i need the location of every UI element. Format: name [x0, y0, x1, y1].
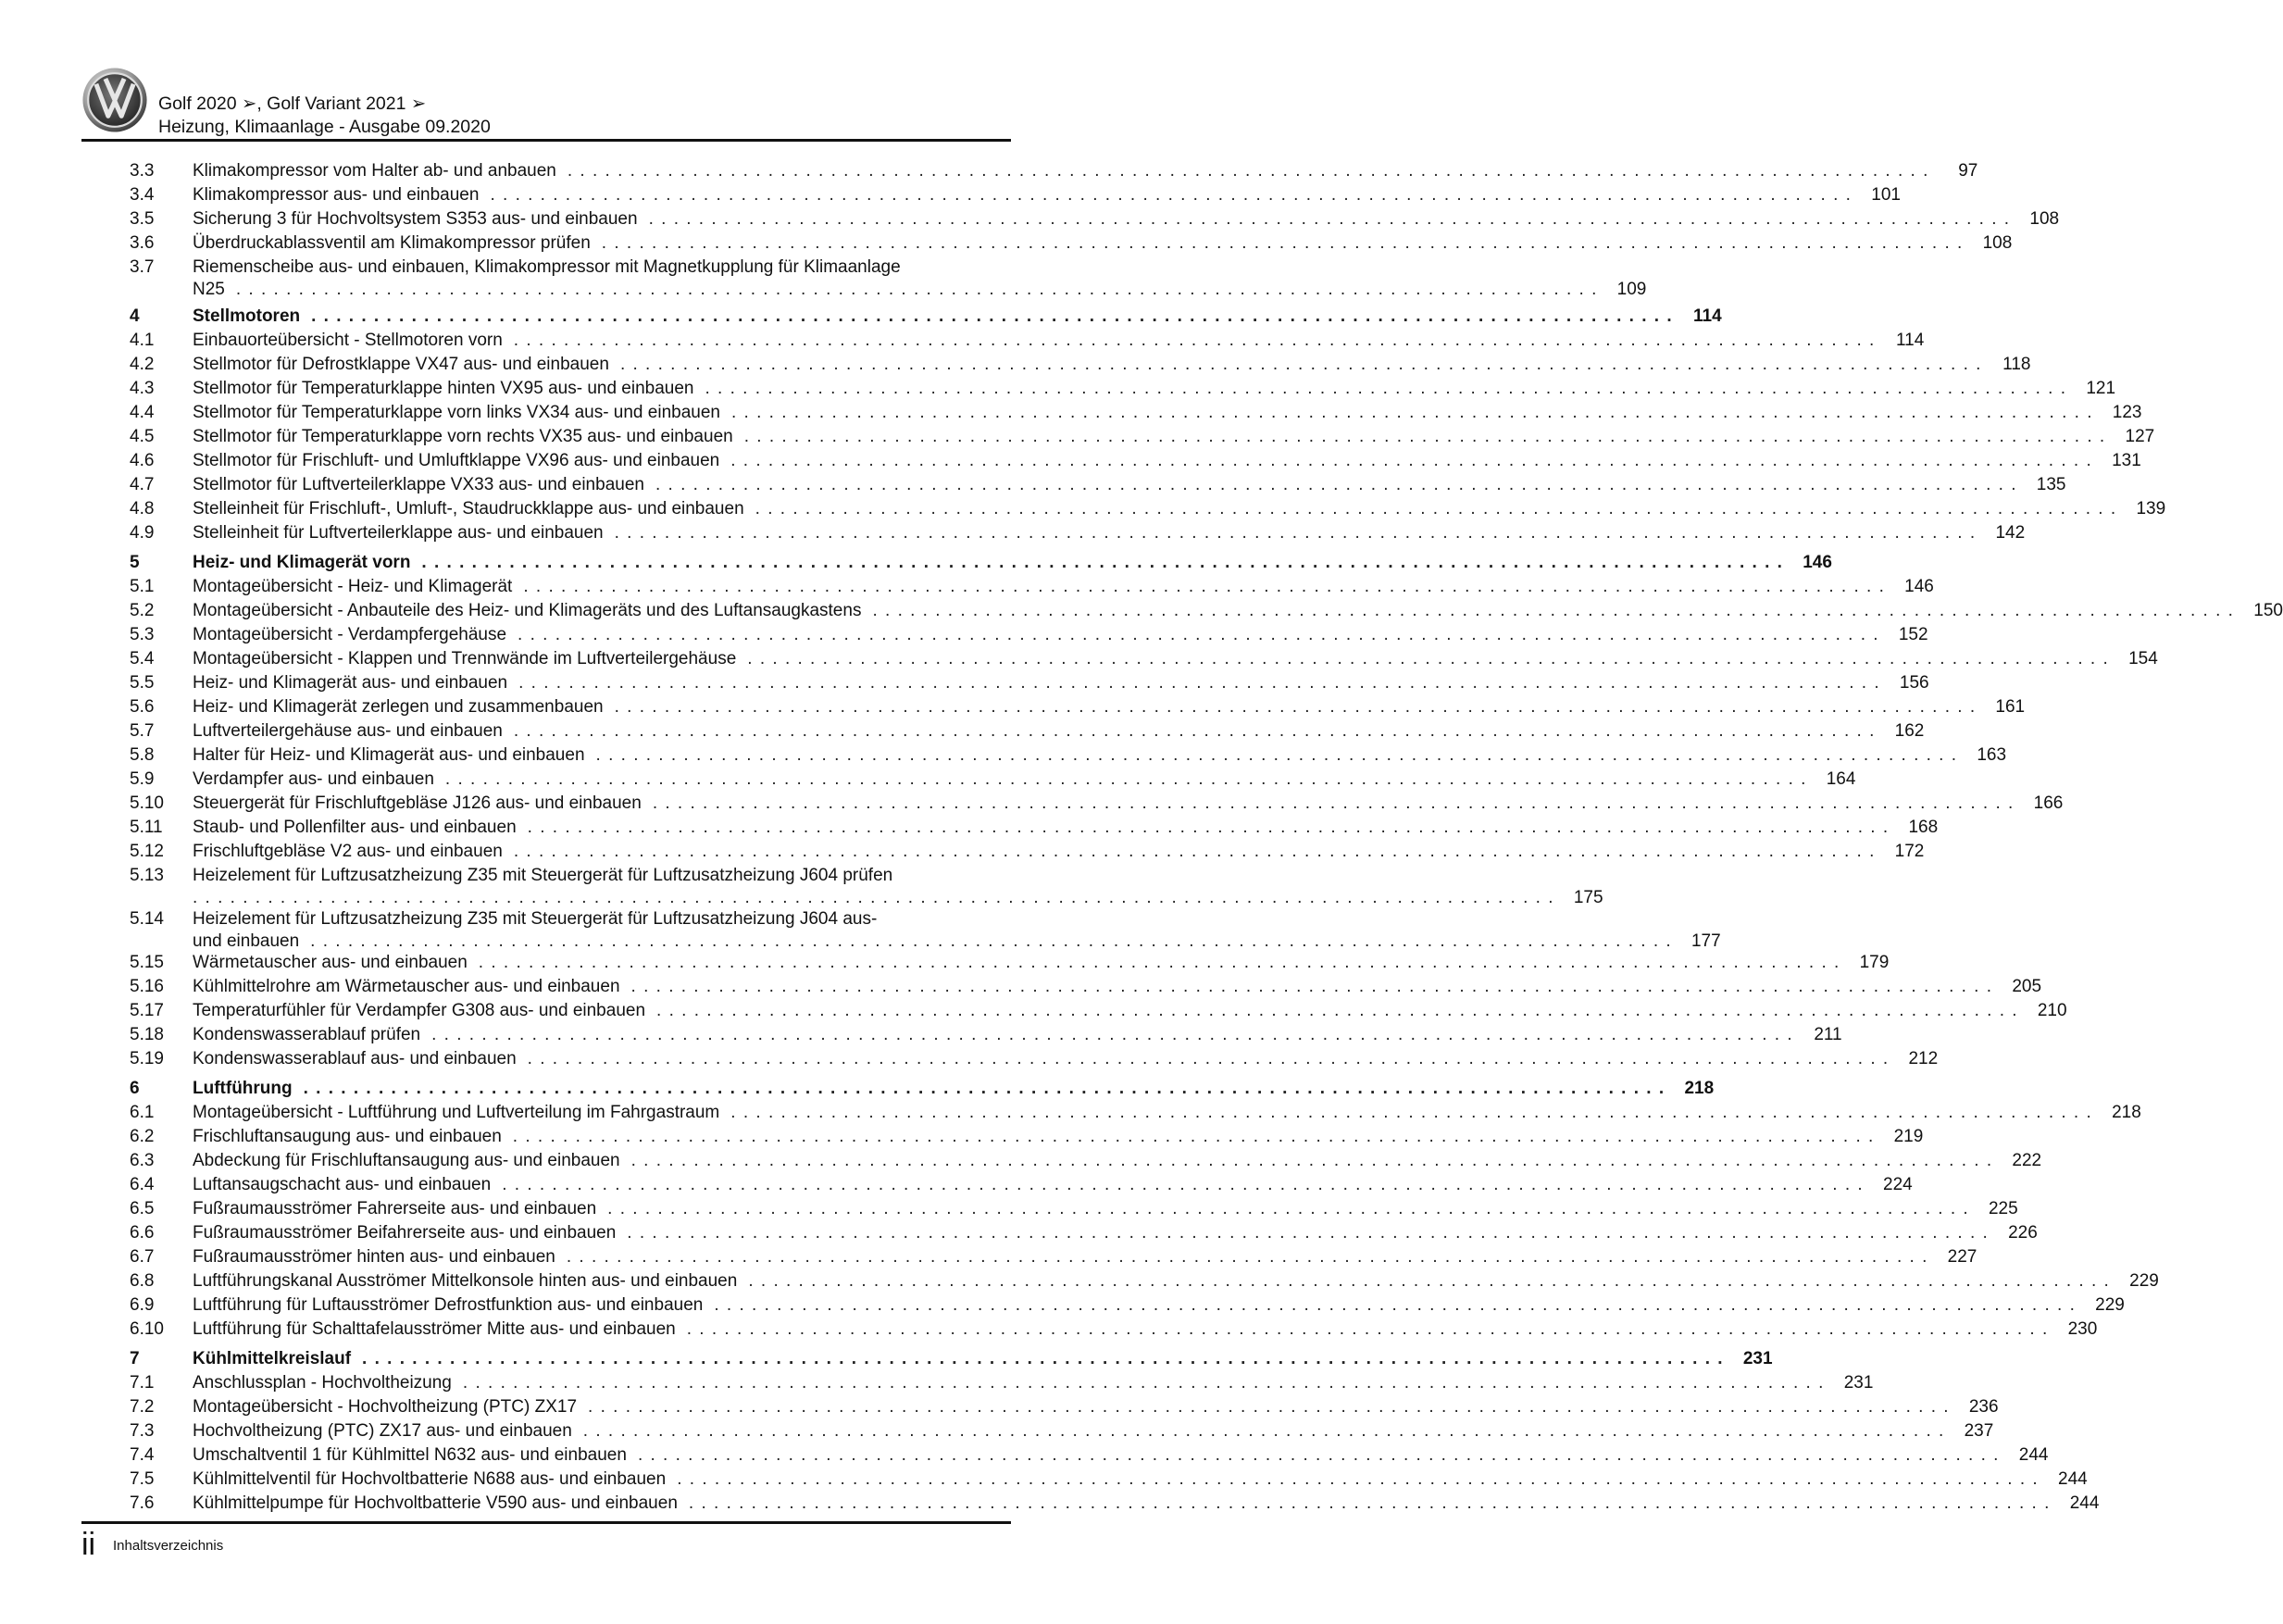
toc-entry-number: 5.16 [130, 977, 164, 996]
toc-entry[interactable] [130, 449, 2141, 473]
dot-leader [689, 1492, 2050, 1516]
toc-entry-number: 5.7 [130, 721, 155, 741]
toc-entry-page: 211 [1814, 1025, 1842, 1044]
toc-entry[interactable] [130, 671, 1929, 695]
dot-leader [615, 521, 1976, 545]
toc-entry-title: Stellmotor für Temperaturklappe vorn links VX34 aus- und einbauen [193, 403, 720, 422]
toc-entry-page: 179 [1859, 953, 1890, 972]
toc-entry-number: 5.10 [130, 793, 164, 813]
dot-leader [568, 159, 1928, 183]
toc-entry-number: 4.1 [130, 331, 155, 350]
toc-entry-number: 3.5 [130, 209, 155, 229]
dot-leader [638, 1443, 1999, 1468]
dot-leader [602, 231, 1963, 256]
toc-entry[interactable] [130, 1245, 1977, 1269]
toc-entry-number: 5.18 [130, 1025, 164, 1044]
toc-entry-number: 5.9 [130, 769, 155, 789]
toc-entry-number: 5.5 [130, 673, 155, 693]
toc-entry-page: 118 [2002, 355, 2031, 374]
toc-entry-title: Fußraumausströmer hinten aus- und einbauen [193, 1247, 555, 1267]
dot-leader [730, 1101, 2091, 1125]
toc-entry-page: 244 [2069, 1493, 2100, 1513]
toc-entry-page: 218 [2112, 1103, 2141, 1122]
toc-entry-page: 205 [2012, 977, 2042, 996]
toc-entry-number: 5.15 [130, 953, 164, 972]
toc-entry-title: Riemenscheibe aus- und einbauen, Klimakompressor mit Magnetkupplung für Klimaanlage [193, 257, 901, 277]
toc-entry-number: 5.17 [130, 1001, 164, 1020]
toc-entry-title: Montageübersicht - Hochvoltheizung (PTC) ZX17 [193, 1397, 578, 1417]
dot-leader [755, 497, 2116, 521]
toc-entry-title: Luftverteilergehäuse aus- und einbauen [193, 721, 503, 741]
toc-entry-number: 6.5 [130, 1199, 155, 1218]
toc-entry-page: 161 [1995, 697, 2026, 717]
toc-entry[interactable] [130, 1149, 2042, 1173]
dot-leader [705, 377, 2066, 401]
toc-chapter-entry[interactable] [130, 1077, 1715, 1101]
toc-entry-page: 101 [1871, 185, 1901, 205]
dot-leader [431, 1023, 1792, 1047]
toc-entry[interactable] [130, 473, 2066, 497]
toc-entry[interactable] [130, 377, 2116, 401]
dot-leader [596, 743, 1957, 768]
toc-entry-page: 226 [2008, 1223, 2038, 1243]
header-manual-line: Heizung, Klimaanlage - Ausgabe 09.2020 [158, 117, 491, 137]
dot-leader [463, 1371, 1824, 1395]
dot-leader [362, 1347, 1723, 1371]
toc-entry-page: 131 [2112, 451, 2141, 470]
toc-entry-number: 5.11 [130, 818, 163, 837]
toc-entry-title: Luftansaugschacht aus- und einbauen [193, 1175, 492, 1194]
toc-entry-page: 172 [1894, 842, 1925, 861]
toc-entry[interactable] [130, 1173, 1913, 1197]
toc-entry-page: 163 [1977, 745, 2007, 765]
toc-entry-title: Montageübersicht - Heiz- und Klimagerät [193, 577, 513, 596]
toc-entry-title: Heizelement für Luftzusatzheizung Z35 mit Steuergerät für Luftzusatzheizung J604 aus- [193, 909, 878, 929]
toc-entry-page: 244 [2018, 1445, 2049, 1465]
toc-entry-number: 4.8 [130, 499, 155, 518]
dot-leader [514, 840, 1875, 864]
toc-entry-number: 7.5 [130, 1469, 155, 1489]
toc-entry[interactable] [130, 497, 2166, 521]
toc-entry[interactable] [130, 401, 2142, 425]
toc-entry-number: 5.1 [130, 577, 155, 596]
toc-entry[interactable] [130, 329, 1925, 353]
toc-entry-number: 4.6 [130, 451, 155, 470]
header-vehicle-line: Golf 2020 ➢, Golf Variant 2021 ➢ [158, 94, 427, 114]
toc-entry-title: Stellmotor für Luftverteilerklappe VX33 aus- und einbauen [193, 475, 644, 494]
toc-entry-title: Hochvoltheizung (PTC) ZX17 aus- und einbauen [193, 1421, 572, 1441]
toc-entry[interactable] [130, 521, 2026, 545]
toc-entry-page: 154 [2128, 649, 2158, 668]
toc-entry[interactable] [130, 256, 1647, 299]
toc-chapter-entry[interactable] [130, 1347, 1773, 1371]
toc-entry-title: Frischluftgebläse V2 aus- und einbauen [193, 842, 503, 861]
toc-entry-title: Kühlmittelventil für Hochvoltbatterie N688 aus- und einbauen [193, 1469, 667, 1489]
dot-leader [528, 1047, 1889, 1071]
toc-entry-title: Montageübersicht - Verdampfergehäuse [193, 625, 507, 644]
toc-entry-number: 5.6 [130, 697, 155, 717]
dot-leader [677, 1468, 2038, 1492]
toc-entry[interactable] [130, 207, 2060, 231]
toc-entry-number: 5.12 [130, 842, 164, 861]
toc-entry-title: Abdeckung für Frischluftansaugung aus- und einbauen [193, 1151, 620, 1170]
toc-entry-title: Stellmotor für Temperaturklappe hinten VX95 aus- und einbauen [193, 379, 694, 398]
toc-entry-title: Stellmotor für Defrostklappe VX47 aus- und einbauen [193, 355, 609, 374]
toc-entry-page: 142 [1995, 523, 2026, 543]
dot-leader [607, 1197, 1968, 1221]
dot-leader [714, 1293, 2075, 1318]
dot-leader [655, 473, 2016, 497]
toc-entry[interactable] [130, 575, 1934, 599]
dot-leader [730, 449, 2091, 473]
toc-entry-number: 6 [130, 1079, 140, 1098]
toc-entry-title: Montageübersicht - Luftführung und Luftverteilung im Fahrgastraum [193, 1103, 720, 1122]
toc-entry[interactable] [130, 816, 1939, 840]
dot-leader [748, 1269, 2109, 1293]
toc-entry-page: 108 [1982, 233, 2013, 253]
toc-entry-number: 7.3 [130, 1421, 155, 1441]
dot-leader [687, 1318, 2048, 1342]
dot-leader [528, 816, 1889, 840]
toc-entry-number: 4.4 [130, 403, 155, 422]
dot-leader [514, 719, 1875, 743]
toc-entry-page: 123 [2112, 403, 2142, 422]
toc-entry-number: 6.9 [130, 1295, 155, 1315]
toc-entry[interactable] [130, 1468, 2088, 1492]
toc-entry-number: 7.6 [130, 1493, 155, 1513]
dot-leader [310, 931, 1671, 951]
toc-entry-page: 230 [2067, 1319, 2098, 1339]
toc-chapter-entry[interactable] [130, 551, 1832, 575]
toc-chapter-entry[interactable] [130, 305, 1722, 329]
toc-entry-number: 5.13 [130, 866, 164, 885]
toc-entry-title: Fußraumausströmer Fahrerseite aus- und einbauen [193, 1199, 597, 1218]
toc-entry-page: 231 [1742, 1349, 1773, 1368]
dot-leader [502, 1173, 1863, 1197]
toc-entry-title: Kondenswasserablauf prüfen [193, 1025, 421, 1044]
toc-entry-page: 139 [2136, 499, 2166, 518]
dot-leader [731, 401, 2092, 425]
toc-entry[interactable] [130, 951, 1890, 975]
footer-page-number: ii [81, 1527, 96, 1562]
toc-entry-page: 146 [1904, 577, 1934, 596]
toc-entry[interactable] [130, 792, 2064, 816]
toc-entry-page: 222 [2012, 1151, 2042, 1170]
toc-entry-title: Anschlussplan - Hochvoltheizung [193, 1373, 452, 1393]
toc-entry-page: 127 [2125, 427, 2155, 446]
toc-entry-page: 162 [1894, 721, 1925, 741]
toc-entry[interactable] [130, 1101, 2141, 1125]
footer-divider [81, 1521, 1011, 1524]
dot-leader [627, 1221, 1988, 1245]
toc-entry[interactable] [130, 647, 2158, 671]
toc-entry[interactable] [130, 1492, 2100, 1516]
toc-entry-title: Heizelement für Luftzusatzheizung Z35 mit Steuergerät für Luftzusatzheizung J604 prüfen [193, 866, 893, 885]
toc-entry[interactable] [130, 353, 2031, 377]
dot-leader [649, 207, 2010, 231]
toc-entry[interactable] [130, 907, 1721, 951]
toc-entry-page: 164 [1826, 769, 1856, 789]
toc-entry-title-continuation: und einbauen [193, 931, 300, 951]
toc-entry-title: Staub- und Pollenfilter aus- und einbauen [193, 818, 517, 837]
toc-entry-page: 166 [2033, 793, 2064, 813]
toc-entry-title-continuation: N25 [193, 280, 225, 299]
toc-entry-title: Stelleinheit für Luftverteilerklappe aus- und einbauen [193, 523, 604, 543]
toc-entry-number: 5.8 [130, 745, 155, 765]
toc-entry-number: 6.8 [130, 1271, 155, 1291]
toc-entry[interactable] [130, 864, 1603, 907]
toc-entry[interactable] [130, 599, 2283, 623]
toc-entry-title: Heiz- und Klimagerät aus- und einbauen [193, 673, 508, 693]
toc-entry-page: 236 [1968, 1397, 1999, 1417]
toc-entry-number: 4 [130, 306, 140, 326]
vw-logo-icon [81, 67, 148, 133]
toc-entry-title: Verdampfer aus- und einbauen [193, 769, 434, 789]
dot-leader [747, 647, 2108, 671]
toc-entry[interactable] [130, 768, 1856, 792]
toc-entry-title: Halter für Heiz- und Klimagerät aus- und einbauen [193, 745, 585, 765]
document-header [158, 93, 491, 139]
toc-entry-number: 7.4 [130, 1445, 155, 1465]
toc-entry-title: Heiz- und Klimagerät vorn [193, 553, 411, 572]
dot-leader [588, 1395, 1949, 1419]
toc-entry-page: 229 [2129, 1271, 2159, 1291]
toc-entry[interactable] [130, 1443, 2049, 1468]
toc-entry-title: Stelleinheit für Frischluft-, Umluft-, Staudruckklappe aus- und einbauen [193, 499, 744, 518]
toc-entry-title: Kondenswasserablauf aus- und einbauen [193, 1049, 517, 1068]
header-divider [81, 139, 1011, 142]
toc-entry-number: 3.4 [130, 185, 155, 205]
toc-entry-number: 5.14 [130, 909, 164, 929]
toc-entry-page: 225 [1988, 1199, 2018, 1218]
toc-entry-title: Luftführungskanal Ausströmer Mittelkonsole hinten aus- und einbauen [193, 1271, 738, 1291]
toc-entry-page: 237 [1964, 1421, 1994, 1441]
toc-entry-number: 7.2 [130, 1397, 155, 1417]
toc-entry-title: Montageübersicht - Klappen und Trennwände im Luftverteilergehäuse [193, 649, 737, 668]
toc-entry-number: 6.1 [130, 1103, 155, 1122]
toc-entry[interactable] [130, 975, 2042, 999]
toc-entry-title: Stellmotoren [193, 306, 301, 326]
dot-leader [744, 425, 2105, 449]
toc-entry-number: 4.9 [130, 523, 155, 543]
dot-leader [583, 1419, 1944, 1443]
toc-entry-number: 6.10 [130, 1319, 164, 1339]
toc-entry[interactable] [130, 1197, 2018, 1221]
toc-entry[interactable] [130, 1221, 2038, 1245]
toc-entry[interactable] [130, 719, 1925, 743]
toc-entry[interactable] [130, 1023, 1842, 1047]
toc-entry-title: Luftführung für Luftausströmer Defrostfunktion aus- und einbauen [193, 1295, 704, 1315]
dot-leader [872, 599, 2233, 623]
toc-entry-number: 5 [130, 553, 140, 572]
toc-entry-page: 229 [2095, 1295, 2125, 1315]
toc-entry-title: Fußraumausströmer Beifahrerseite aus- und einbauen [193, 1223, 617, 1243]
toc-entry-page: 210 [2037, 1001, 2067, 1020]
toc-entry-title: Heiz- und Klimagerät zerlegen und zusammenbauen [193, 697, 604, 717]
toc-entry-title: Luftführung [193, 1079, 293, 1098]
toc-entry-number: 3.6 [130, 233, 155, 253]
toc-entry[interactable] [130, 1293, 2125, 1318]
toc-entry-page: 212 [1908, 1049, 1939, 1068]
toc-entry[interactable] [130, 695, 2026, 719]
toc-entry-number: 4.2 [130, 355, 155, 374]
dot-leader [479, 951, 1840, 975]
toc-entry-page: 109 [1616, 280, 1647, 299]
footer-label: Inhaltsverzeichnis [113, 1538, 224, 1554]
toc-entry-title: Einbauorteübersicht - Stellmotoren vorn [193, 331, 503, 350]
toc-entry-page: 227 [1947, 1247, 1977, 1267]
toc-entry-title: Stellmotor für Frischluft- und Umluftklappe VX96 aus- und einbauen [193, 451, 720, 470]
toc-entry-title: Frischluftansaugung aus- und einbauen [193, 1127, 502, 1146]
dot-leader [193, 888, 1553, 907]
toc-entry-number: 6.6 [130, 1223, 155, 1243]
toc-entry-number: 6.7 [130, 1247, 155, 1267]
toc-entry[interactable] [130, 999, 2067, 1023]
toc-entry[interactable] [130, 231, 2013, 256]
toc-entry-page: 114 [1692, 306, 1722, 326]
toc-entry-title: Kühlmittelrohre am Wärmetauscher aus- und einbauen [193, 977, 620, 996]
toc-entry-page: 114 [1896, 331, 1925, 350]
toc-entry-number: 4.7 [130, 475, 155, 494]
toc-entry-number: 6.3 [130, 1151, 155, 1170]
toc-entry-page: 135 [2036, 475, 2066, 494]
dot-leader [518, 623, 1878, 647]
toc-entry-number: 5.3 [130, 625, 155, 644]
dot-leader [311, 305, 1672, 329]
dot-leader [518, 671, 1879, 695]
toc-entry[interactable] [130, 1318, 2098, 1342]
toc-entry-title: Stellmotor für Temperaturklappe vorn rechts VX35 aus- und einbauen [193, 427, 733, 446]
toc-entry-number: 5.4 [130, 649, 155, 668]
dot-leader [631, 1149, 1992, 1173]
toc-entry[interactable] [130, 183, 1901, 207]
toc-entry-title: Überdruckablassventil am Klimakompressor prüfen [193, 233, 591, 253]
toc-entry[interactable] [130, 1269, 2159, 1293]
toc-entry-title: Wärmetauscher aus- und einbauen [193, 953, 468, 972]
dot-leader [304, 1077, 1665, 1101]
dot-leader [421, 551, 1782, 575]
toc-entry-page: 97 [1958, 161, 1978, 181]
dot-leader [653, 792, 2014, 816]
toc-entry-title: Klimakompressor vom Halter ab- und anbauen [193, 161, 556, 181]
toc-entry-page: 146 [1803, 553, 1832, 572]
dot-leader [615, 695, 1976, 719]
toc-entry-page: 177 [1690, 931, 1721, 951]
dot-leader [514, 329, 1875, 353]
toc-entry-page: 244 [2058, 1469, 2088, 1489]
dot-leader [631, 975, 1992, 999]
toc-entry-title: Kühlmittelkreislauf [193, 1349, 352, 1368]
toc-entry-page: 121 [2086, 379, 2116, 398]
toc-entry-number: 7.1 [130, 1373, 155, 1393]
toc-entry-number: 5.2 [130, 601, 155, 620]
table-of-contents [130, 159, 2283, 1516]
dot-leader [656, 999, 2017, 1023]
toc-entry-page: 152 [1898, 625, 1928, 644]
toc-entry[interactable] [130, 623, 1928, 647]
toc-entry-page: 231 [1843, 1373, 1874, 1393]
toc-entry-number: 7 [130, 1349, 140, 1368]
toc-entry[interactable] [130, 1371, 1874, 1395]
dot-leader [513, 1125, 1874, 1149]
dot-leader [490, 183, 1851, 207]
toc-entry[interactable] [130, 1125, 1924, 1149]
toc-entry-number: 3.3 [130, 161, 155, 181]
toc-entry-title: Temperaturfühler für Verdampfer G308 aus- und einbauen [193, 1001, 646, 1020]
toc-entry-number: 6.2 [130, 1127, 155, 1146]
toc-entry[interactable] [130, 1395, 1999, 1419]
toc-entry[interactable] [130, 1419, 1994, 1443]
toc-entry-title: Klimakompressor aus- und einbauen [193, 185, 480, 205]
toc-entry-number: 3.7 [130, 257, 155, 277]
toc-entry-page: 175 [1573, 888, 1603, 907]
toc-entry[interactable] [130, 1047, 1939, 1071]
toc-entry-title: Steuergerät für Frischluftgebläse J126 aus- und einbauen [193, 793, 642, 813]
toc-entry-title: Luftführung für Schalttafelausströmer Mitte aus- und einbauen [193, 1319, 676, 1339]
toc-entry-page: 156 [1899, 673, 1929, 693]
dot-leader [523, 575, 1884, 599]
dot-leader [567, 1245, 1927, 1269]
toc-entry-page: 108 [2029, 209, 2060, 229]
toc-entry-number: 4.3 [130, 379, 155, 398]
toc-entry-number: 5.19 [130, 1049, 164, 1068]
toc-entry-title: Montageübersicht - Anbauteile des Heiz- und Klimageräts und des Luftansaugkastens [193, 601, 862, 620]
toc-entry[interactable] [130, 840, 1925, 864]
toc-entry-page: 218 [1684, 1079, 1715, 1098]
toc-entry[interactable] [130, 743, 2007, 768]
dot-leader [236, 280, 1597, 299]
toc-entry-page: 219 [1893, 1127, 1924, 1146]
toc-entry-title: Sicherung 3 für Hochvoltsystem S353 aus- und einbauen [193, 209, 638, 229]
toc-entry[interactable] [130, 425, 2155, 449]
toc-entry[interactable] [130, 159, 1978, 183]
toc-entry-page: 224 [1883, 1175, 1913, 1194]
toc-entry-page: 150 [2253, 601, 2283, 620]
toc-entry-title: Umschaltventil 1 für Kühlmittel N632 aus- und einbauen [193, 1445, 627, 1465]
toc-entry-page: 168 [1908, 818, 1939, 837]
toc-entry-number: 4.5 [130, 427, 155, 446]
dot-leader [620, 353, 1981, 377]
toc-entry-number: 6.4 [130, 1175, 155, 1194]
toc-entry-title: Kühlmittelpumpe für Hochvoltbatterie V590 aus- und einbauen [193, 1493, 678, 1513]
dot-leader [445, 768, 1806, 792]
